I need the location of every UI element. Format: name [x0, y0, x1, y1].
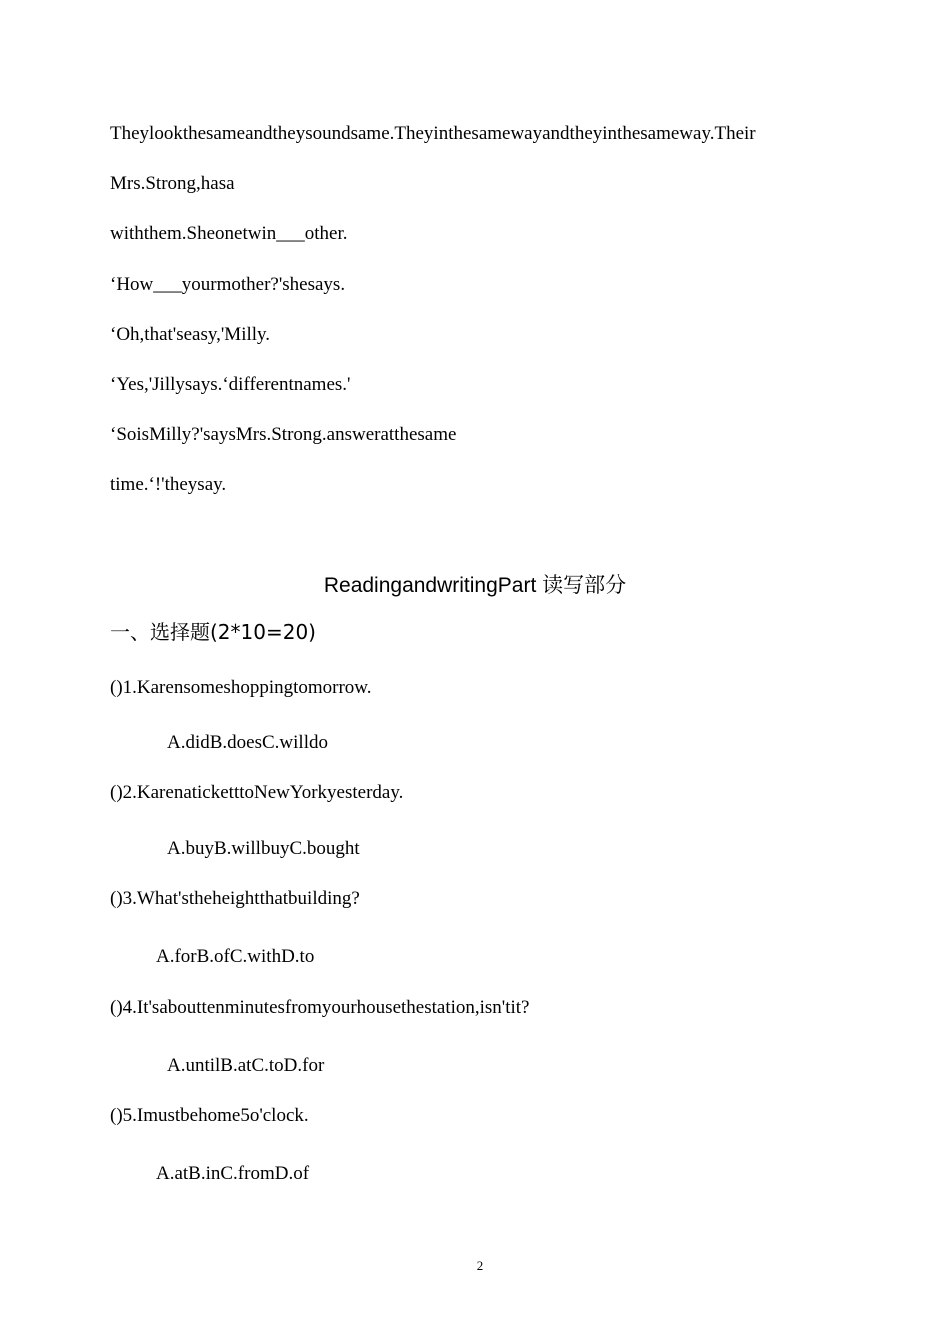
- section-title: ReadingandwritingPart 读写部分: [323, 574, 627, 597]
- question-stem: ()3.What'stheheightthatbuilding?: [110, 888, 360, 909]
- question-options: A.didB.doesC.willdo: [167, 732, 328, 753]
- passage-line: Mrs.Strong,hasa: [110, 173, 235, 194]
- question-stem: ()2.KarenaticketttoNewYorkyesterday.: [110, 782, 404, 803]
- passage-line: withthem.Sheonetwin___other.: [110, 223, 348, 244]
- question-stem: ()1.Karensomeshoppingtomorrow.: [110, 677, 372, 698]
- question-options: A.atB.inC.fromD.of: [156, 1163, 310, 1184]
- section-heading: 一、选择题(2*10=20): [110, 620, 316, 644]
- page-number: 2: [476, 1258, 484, 1273]
- passage-line: time.‘!'theysay.: [110, 474, 227, 495]
- question-options: A.forB.ofC.withD.to: [156, 946, 315, 967]
- passage-line: ‘Oh,that'seasy,'Milly.: [110, 324, 271, 345]
- passage-line: ‘SoisMilly?'saysMrs.Strong.answeratthesame: [110, 424, 457, 445]
- question-options: A.buyB.willbuyC.bought: [167, 838, 360, 859]
- passage-line: ‘How___yourmother?'shesays.: [110, 274, 346, 295]
- question-stem: ()5.Imustbehome5o'clock.: [110, 1105, 309, 1126]
- passage-line: ‘Yes,'Jillysays.‘differentnames.': [110, 374, 351, 395]
- passage-line: Theylookthesameandtheysoundsame.Theyinthesamewayandtheyinthesameway.Their: [110, 123, 756, 144]
- question-options: A.untilB.atC.toD.for: [167, 1055, 325, 1076]
- question-stem: ()4.It'sabouttenminutesfromyourhousethestation,isn'tit?: [110, 997, 530, 1018]
